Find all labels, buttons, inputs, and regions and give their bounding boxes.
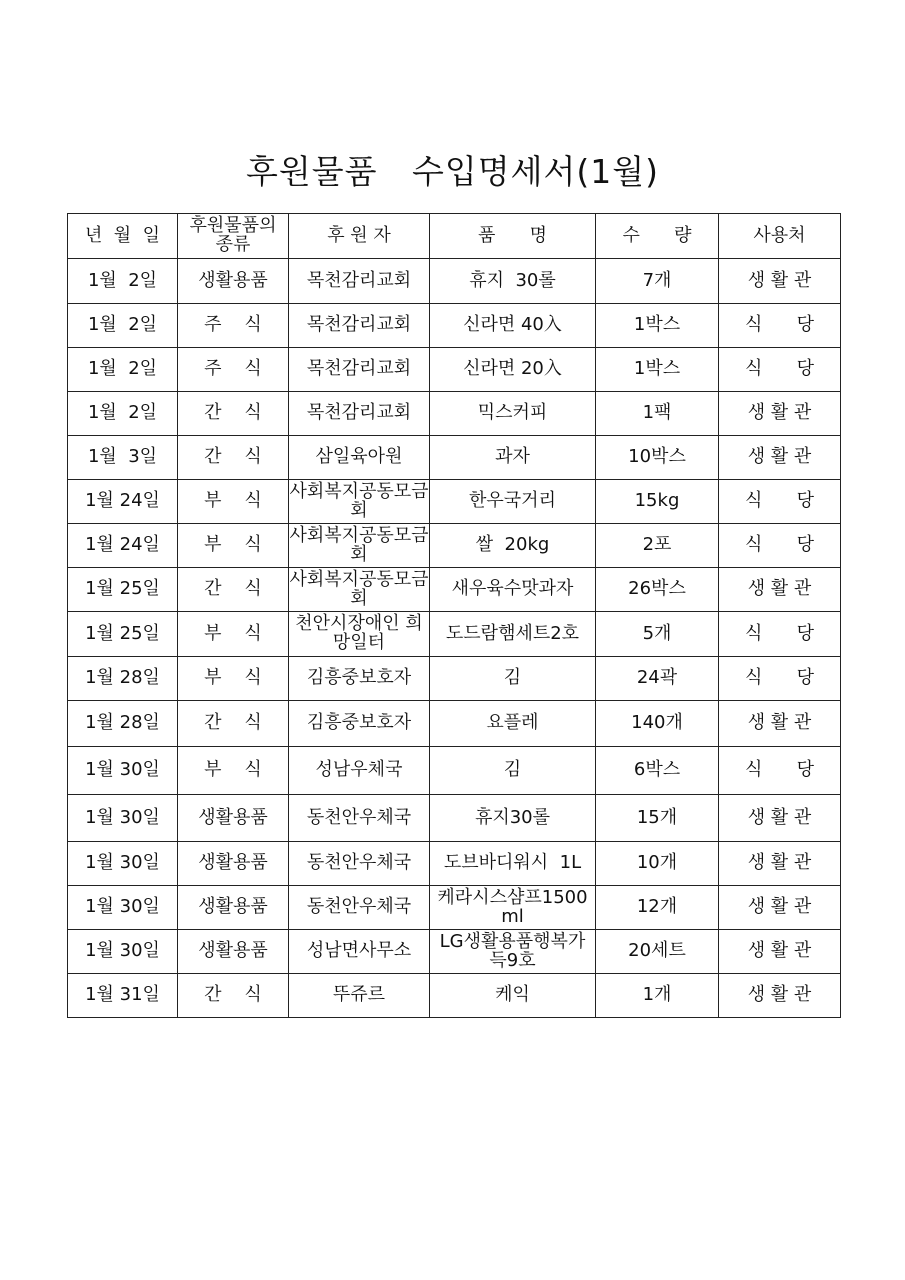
table-row [68, 930, 841, 974]
cell-date: 1월 2일 [68, 304, 178, 348]
cell-quantity: 1박스 [596, 348, 719, 392]
cell-donor: 삼일육아원 [289, 436, 430, 480]
cell-item: 쌀 20kg [430, 524, 596, 568]
cell-donor: 뚜쥬르 [289, 974, 430, 1018]
cell-date: 1월 3일 [68, 436, 178, 480]
cell-item: 휴지 30롤 [430, 259, 596, 304]
cell-date: 1월 2일 [68, 259, 178, 304]
table-row [68, 701, 841, 747]
cell-item: 믹스커피 [430, 392, 596, 436]
cell-donor: 김흥중보호자 [289, 657, 430, 701]
cell-item: 김 [430, 657, 596, 701]
cell-date: 1월 25일 [68, 612, 178, 657]
cell-usage: 생 활 관 [719, 842, 841, 886]
cell-date: 1월 30일 [68, 842, 178, 886]
cell-category: 부 식 [178, 657, 289, 701]
donation-table [67, 213, 841, 1018]
cell-quantity: 10개 [596, 842, 719, 886]
cell-date: 1월 28일 [68, 701, 178, 747]
cell-item: 요플레 [430, 701, 596, 747]
cell-usage: 식 당 [719, 304, 841, 348]
cell-donor: 목천감리교회 [289, 304, 430, 348]
table-row [68, 974, 841, 1018]
header-quantity: 수 량 [596, 214, 719, 259]
cell-usage: 생 활 관 [719, 259, 841, 304]
table-row [68, 348, 841, 392]
header-donor: 후 원 자 [289, 214, 430, 259]
cell-quantity: 10박스 [596, 436, 719, 480]
cell-item: 신라면 40入 [430, 304, 596, 348]
cell-category: 간 식 [178, 436, 289, 480]
cell-item: 한우국거리 [430, 480, 596, 524]
cell-usage: 생 활 관 [719, 795, 841, 842]
cell-usage: 생 활 관 [719, 392, 841, 436]
cell-category: 부 식 [178, 747, 289, 795]
table-row [68, 612, 841, 657]
cell-date: 1월 24일 [68, 480, 178, 524]
cell-donor: 성남면사무소 [289, 930, 430, 974]
table-row [68, 747, 841, 795]
cell-item: 도브바디워시 1L [430, 842, 596, 886]
cell-usage: 식 당 [719, 657, 841, 701]
header-date: 년 월 일 [68, 214, 178, 259]
cell-donor: 천안시장애인 희망일터 [289, 612, 430, 657]
cell-usage: 식 당 [719, 480, 841, 524]
cell-quantity: 2포 [596, 524, 719, 568]
cell-quantity: 1팩 [596, 392, 719, 436]
cell-quantity: 140개 [596, 701, 719, 747]
cell-donor: 목천감리교회 [289, 348, 430, 392]
table-row [68, 259, 841, 304]
cell-quantity: 15kg [596, 480, 719, 524]
cell-quantity: 6박스 [596, 747, 719, 795]
cell-usage: 생 활 관 [719, 436, 841, 480]
cell-quantity: 12개 [596, 886, 719, 930]
cell-quantity: 20세트 [596, 930, 719, 974]
cell-category: 생활용품 [178, 886, 289, 930]
cell-donor: 동천안우체국 [289, 795, 430, 842]
cell-category: 생활용품 [178, 259, 289, 304]
cell-quantity: 7개 [596, 259, 719, 304]
cell-item: 케라시스샴프1500 ml [430, 886, 596, 930]
cell-item: 케익 [430, 974, 596, 1018]
table-row [68, 436, 841, 480]
cell-donor: 김흥중보호자 [289, 701, 430, 747]
cell-date: 1월 25일 [68, 568, 178, 612]
cell-quantity: 15개 [596, 795, 719, 842]
cell-category: 주 식 [178, 304, 289, 348]
cell-date: 1월 30일 [68, 795, 178, 842]
cell-date: 1월 31일 [68, 974, 178, 1018]
cell-usage: 생 활 관 [719, 568, 841, 612]
cell-quantity: 1박스 [596, 304, 719, 348]
cell-category: 부 식 [178, 524, 289, 568]
header-row [68, 214, 841, 259]
cell-date: 1월 28일 [68, 657, 178, 701]
cell-category: 부 식 [178, 480, 289, 524]
cell-donor: 동천안우체국 [289, 842, 430, 886]
cell-donor: 목천감리교회 [289, 259, 430, 304]
cell-item: LG생활용품행복가 득9호 [430, 930, 596, 974]
cell-category: 주 식 [178, 348, 289, 392]
table-row [68, 392, 841, 436]
cell-usage: 생 활 관 [719, 930, 841, 974]
cell-date: 1월 24일 [68, 524, 178, 568]
cell-donor: 사회복지공동모금회 [289, 480, 430, 524]
cell-date: 1월 2일 [68, 392, 178, 436]
table-row [68, 524, 841, 568]
cell-usage: 생 활 관 [719, 974, 841, 1018]
cell-item: 휴지30롤 [430, 795, 596, 842]
header-category: 후원물품의 종류 [178, 214, 289, 259]
cell-item: 김 [430, 747, 596, 795]
cell-quantity: 24곽 [596, 657, 719, 701]
cell-quantity: 5개 [596, 612, 719, 657]
table-body [68, 259, 841, 1018]
cell-usage: 생 활 관 [719, 701, 841, 747]
cell-donor: 사회복지공동모금회 [289, 524, 430, 568]
cell-date: 1월 30일 [68, 747, 178, 795]
cell-date: 1월 30일 [68, 930, 178, 974]
cell-category: 생활용품 [178, 930, 289, 974]
cell-item: 도드람햄세트2호 [430, 612, 596, 657]
header-item: 품 명 [430, 214, 596, 259]
cell-usage: 생 활 관 [719, 886, 841, 930]
page-title: 후원물품 수입명세서(1월) [246, 152, 659, 191]
cell-item: 새우육수맛과자 [430, 568, 596, 612]
cell-item: 과자 [430, 436, 596, 480]
cell-category: 간 식 [178, 568, 289, 612]
cell-donor: 성남우체국 [289, 747, 430, 795]
table-row [68, 480, 841, 524]
cell-category: 간 식 [178, 392, 289, 436]
table-row [68, 886, 841, 930]
cell-usage: 식 당 [719, 612, 841, 657]
cell-date: 1월 30일 [68, 886, 178, 930]
cell-usage: 식 당 [719, 747, 841, 795]
table-row [68, 795, 841, 842]
cell-category: 부 식 [178, 612, 289, 657]
cell-category: 간 식 [178, 974, 289, 1018]
table-row [68, 657, 841, 701]
cell-usage: 식 당 [719, 524, 841, 568]
header-usage: 사용처 [719, 214, 841, 259]
table-row [68, 842, 841, 886]
cell-quantity: 1개 [596, 974, 719, 1018]
table-row [68, 304, 841, 348]
cell-donor: 사회복지공동모금회 [289, 568, 430, 612]
cell-item: 신라면 20入 [430, 348, 596, 392]
cell-category: 생활용품 [178, 795, 289, 842]
cell-date: 1월 2일 [68, 348, 178, 392]
cell-quantity: 26박스 [596, 568, 719, 612]
cell-donor: 목천감리교회 [289, 392, 430, 436]
cell-donor: 동천안우체국 [289, 886, 430, 930]
cell-category: 간 식 [178, 701, 289, 747]
cell-category: 생활용품 [178, 842, 289, 886]
cell-usage: 식 당 [719, 348, 841, 392]
table-row [68, 568, 841, 612]
